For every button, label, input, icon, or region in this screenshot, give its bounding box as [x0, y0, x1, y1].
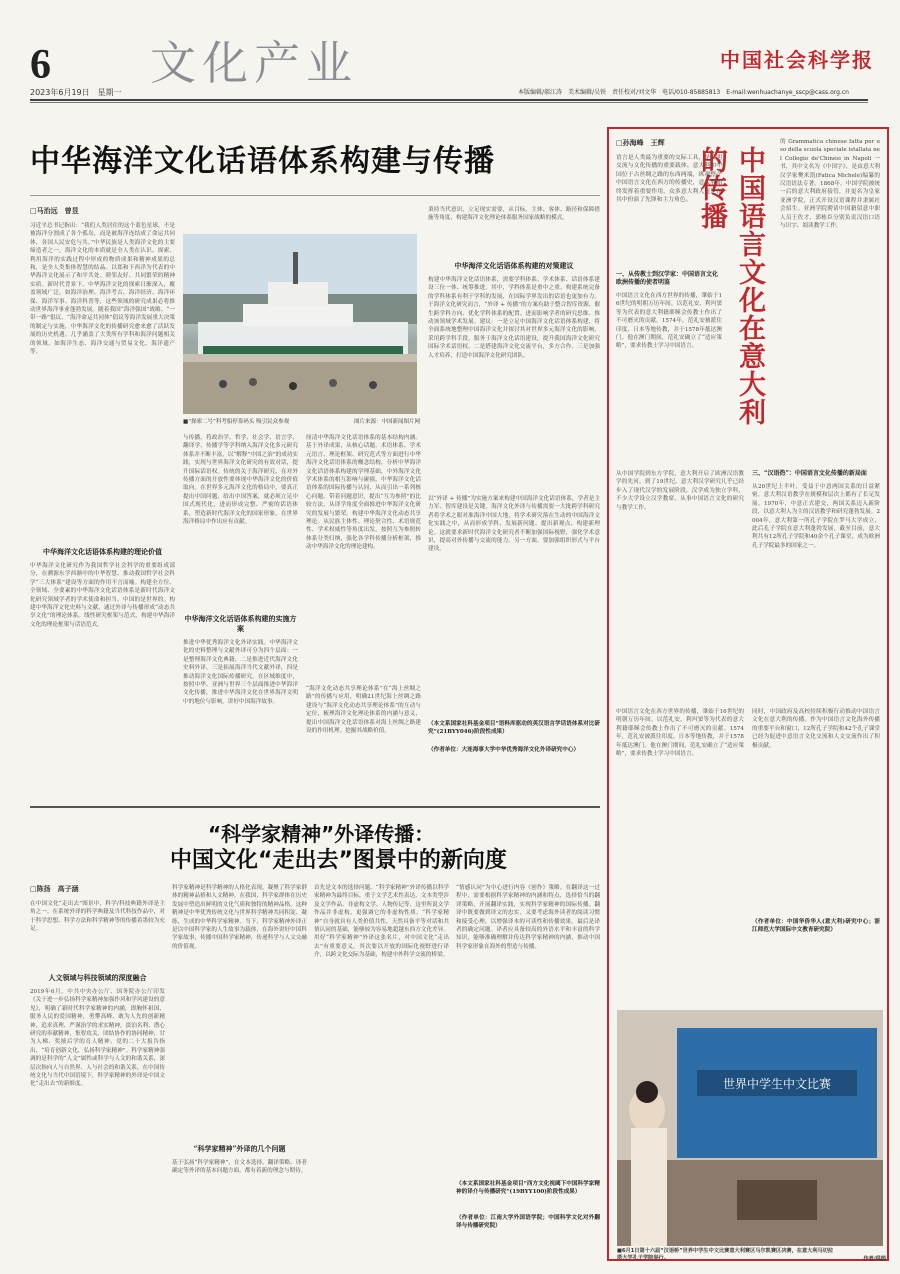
article1-byline: □马治远 曾昱: [30, 207, 79, 215]
header-rule: [30, 99, 868, 101]
article1-col2: [183, 434, 298, 809]
author-affiliation: （作者单位：江南大学外国语学院；中国科学文化对外翻译与传播研究院）: [456, 1215, 600, 1230]
article1-col4: [428, 206, 600, 764]
article1-subhead: 中华海洋文化话语体系构建的实施方案: [184, 614, 297, 633]
author-affiliation: （作者单位：中国华侨华人(意大利)研究中心；浙江师范大学国际中文教育研究院）: [752, 919, 880, 934]
fund-note: （本文系国家社科基金项目“西方文化视阈下中国科学家精神的译介与传播研究”(19BYY100)阶段性成果）: [456, 1181, 600, 1196]
article1-text: “海洋文化动态共享理论体系”在“海上丝绸之路”的传播与应用，明确21世纪海上丝绸之路建设与“海洋文化动态共享理论体系”的互动与定位，梳理海洋文化理论体系的内涵与意义，提出中国海洋文化话语体系对海上丝绸之路建设的作用机理。挖掘其战略价值。: [306, 686, 421, 735]
article1-text: 与传播，将政治学、哲学、社会学、语言学、翻译学、传播学等学科纳入海洋文化多元研究体系并不断丰富，以“解释”中国之治”的成功实践，实现与世界海洋文化研究的有效对话，提升国际话语权。传统的关于海洋研究，在对外传播方面的开放性要体现中华海洋文化的价值取向。在世界多元海洋文化的格局中，要真正提出中国问题、给出中国答案，就必须立足中国式现代化，进而形成完整、严密的话语体系，塑造新时代海洋文化的国家形象，在世界海洋格局中作出应有贡献。: [183, 435, 298, 526]
article2-text: 2019年6月，中共中央办公厅、国务院办公厅印发《关于进一步弘扬科学家精神加强作风和学风建设的意见》，明确了新时代科学家精神的内涵，即胸怀祖国、服务人民的爱国精神，勇攀高峰、敢为人先的创新精神，追求真理、严谨治学的求实精神，淡泊名利、潜心研究的奉献精神，集智攻关、团结协作的协同精神，甘为人梯、奖掖后学的育人精神。党的二十大报告指出，“培育创新文化，弘扬科学家精神”。科学家精神强调的是科学的“人文”属性或科学与人文的和谐关系，深层次指向人与自然界、人与社会的和谐关系。在中国传统文化与当代中国语境下，科学家精神的外译是中国文化“走出去”的新维度。: [30, 989, 165, 1088]
divider: [30, 806, 600, 808]
article1-text: 秉持当代意识，立足现实需要，从目标、主体、客体、路径和保障措施等角度，构建海洋文化理论体系服务国家战略的模式。: [428, 207, 600, 222]
article3-col1: [616, 138, 722, 472]
article1-col3: [306, 434, 421, 815]
article3-lower: [616, 470, 880, 968]
article1-text: 厘清中华海洋文化话语体系的基本结构内涵。基于外译成果，从核心话题、术语体系、学术元语言、理论框架、研究范式等方面进行中华海洋文化话语体系的概念结构，分析中华海洋文化话语体系构建的学理基础，中外海洋文化学术体系的相互影响与碰撞，中华海洋文化话语体系的国际传播与认同，从而引出一系列核心问题。带着问题意识，提出“互为参照”的比较方法，从译学角度全面推进中华海洋文化研究的发展与繁荣。构建中华海洋文化动态共享理论。从民族主体性、理论契合性、术语规范性、学术权威性等角度出发，按照互为参照转体系分类归纳，强化各学科传播分析框架，推动中华海洋文化的理论建构。: [306, 435, 421, 551]
article3-text: 中国语言文化在西方世界的传播，肇始于16世纪的明朝万历年间。以范礼安、利玛窦等为代表的意大利籍耶稣会传教士作出了不可磨灭的贡献。1574年，范礼安被派往印度、日本等地传教，并于1578年抵达澳门。他在澳门期间，范礼安确立了“适应策略”，要求传教士学习中国语言。: [616, 293, 722, 350]
contest-photo: [617, 1010, 883, 1246]
photo-caption: ■6月1日第十六届“汉语桥”世界中学生中文比赛意大利赛区马尔凯赛区决赛，在意大利马切拉塔大学孔子学院举行。: [617, 1248, 834, 1261]
article1-text: 构建中华海洋文化话语体系，需要学科体系、学术体系、话语体系建设三位一体、统筹推进。其中，学科体系是重中之重。构建系统完备的学科体系有利于学科的发展，在国际学界发出的话语也更加有力。于海洋文化研究而言，“外译 + 传播”的方案有助于整合智库资源、催生跨学科方向、优化学科体系的配置。进而影响学者的研究思维、推动该领域学术发展。建议：一是立足中国海洋文化话语体系构建，将全面系统地整理中国海洋文化并探讨其对世界多元海洋文化的影响，采用跨学科手段，服务于海洋文化话语建设，提升我国海洋文化研究国际学术话语权。二是搭建海洋文化交流平台，多方合作。三是加强人才培养，打造中国海洋文化研究团队。: [428, 277, 600, 359]
article2-text: 首先是文本的选择问题。“科学家精神”外译传播以科学家精神为最终目标，重于文学艺术性表达，文本类型涉及文学作品、非虚构文学、人物传记等，这里所说文学作品并非虚构，更强调它的非虚构性质。“科学家精神”自身就具有人类价值共性，天然具备平等对话和共情认同的基础，能够较为容易地超越东西方文化差异。用好“科学家精神”外译这张名片，对中国文化“走出去”有重要意义。其次要以开放的国际化视野进行译介，以跨文化交际为基础，构建中外科学交流的桥梁。: [314, 885, 449, 959]
page-number: 6: [30, 42, 51, 88]
article2-col2: [172, 884, 307, 1249]
article1-col1: [30, 206, 175, 777]
article3-text: 从20世纪上半叶，受益于中意两国关系的日益紧密，意大利汉语教学在规模和层次上都有了长足发展。1970年，中意正式建交，两国关系迈入新阶段，以意大利人为主的汉语教学和研究蓬勃发展。2004年，意大利第一所孔子学院在罗马大学成立，此后孔子学院在意大利蓬勃发展，截至目前，意大利共有12所孔子学院和40余个孔子课堂，成为欧洲孔子学院最多的国家之一。: [752, 484, 880, 549]
author-affiliation: （作者单位：大连海事大学中华优秀海洋文化外译研究中心）: [428, 747, 580, 753]
article2-text: 在中国文化“走出去”图景中，科学/科技典籍外译是主角之一。在系统外译的科学典籍及当代科技作品中，对于科学思想、科学方法和科学精神等的传播着墨较为充足。: [30, 901, 165, 933]
article3-lower-columns: [616, 470, 880, 700]
article1-subhead: 中华海洋文化话语体系构建的对策建议: [454, 261, 574, 270]
divider: [30, 195, 600, 196]
article2-text: “情感认同”为中心进行内容《创作》策略。在翻译这一过程中，需要根据科学家精神的内涵和特点，选择恰当的翻译策略，开展翻译实践，实现科学家精神的国际传播。翻译中既要做到译文的忠实，又要考虑海外读者的阅读习惯和接受心理，以增强译本的可读性和传播效果。最后是译者的确定问题。译者应具备较高的外语水平和丰富的科学知识，能够准确理解并传达科学家精神的内涵，推动中国科学家形象在海外的塑造与传播。: [456, 885, 600, 950]
article2-subheadline: 中国文化“走出去”图景中的新向度: [170, 848, 507, 873]
article2-col4: [456, 884, 600, 1240]
issue-date: 2023年6月19日 星期一: [30, 88, 122, 97]
photo-credit: 作者/供图: [863, 1256, 886, 1262]
article3-text: 从中国学院到东方学院，意大利开启了欧洲汉语教学的先河。到了19世纪，意大利汉学研究几乎已经步入了现代汉学的发展阶段，汉学成为独立学科，不少大学设立汉学教席，从事中国语言文化的研究与教学工作。: [616, 471, 744, 511]
article2-col3: [314, 884, 449, 1254]
header-rule-thin: [30, 102, 868, 103]
article3-subhead: 三、“汉语热”：中国语言文化传播的新局面: [752, 470, 867, 477]
article1-headline: 中华海洋文化话语体系构建与传播: [30, 144, 495, 179]
article2-subhead: “科学家精神”外译的几个问题: [193, 1144, 286, 1153]
article1-text: 中华海洋文化研究作为我国哲学社会科学的重要组成部分，在溯源东学西渐中的中华智慧、推动我国哲学社会科学“三大体系”建设等方面的作用不言而喻。构建全方位、全领域、全要素的中华海洋文化话语体系是新时代海洋文化研究领域学者的学术使命和担当。中国的是世界的。构建中华海洋文化史料与文献，通过外译与传播形成“动态共享文化”的理论体系。线性研究框架与范式，构建中华海洋文化的理论框架与话语范式。: [30, 563, 175, 628]
article2-headline: “科学家精神”外译传播：: [208, 822, 435, 846]
section-title: 文化产业: [150, 36, 358, 90]
article3-col5: [616, 708, 744, 968]
article3-text: 语言是人类最为重要的交际工具，是文明交流与文化传播的重要载体。意大利和中国位于古丝绸之路的东西两端，纵观整个中国语言文化在西方的传播史，意大利始终发挥着重要作用，众多意大利人更是在其中扮演了先锋和主力角色。: [616, 155, 722, 204]
article2-subhead: 人文领域与科技领域的深度融合: [48, 973, 147, 982]
staff-info: 本版编辑/郝江涛 美术编辑/吴铁 责任校对/刘文华 电话/010-85885813 E-mail:wenhuachanye_sscp@cass.org.cn: [518, 89, 849, 96]
article2-byline: □陈扬 高子涵: [30, 885, 79, 893]
article3-subhead: 一、从传教士到汉学家：中国语言文化欧洲传播的使者明鉴: [616, 271, 719, 286]
photo-credit: 图片来源：中国新闻图片网: [353, 419, 420, 425]
article3-col4: [752, 470, 880, 700]
article1-text: 推进中华优秀海洋文化外译实践。中华海洋文化的史料整理与文献外译可分为四个层面：一是整理海洋文化典籍，二是推进近代海洋文化史料外译，三是拓展海洋当代文献外译，四是推动海洋文化国际传播研究。在区域维度中，按照中华、亚洲与世界三个层面推进中华海洋文化传播，推进中华海洋文化在世界海洋文明中的地位与影响，讲好中国海洋故事。: [183, 640, 298, 705]
article2-col1: [30, 884, 165, 1233]
article3-col2: [780, 138, 880, 388]
article3-text: 中国语言文化在西方世界的传播，肇始于16世纪的明朝万历年间。以范礼安、利玛窦等为代表的意大利籍耶稣会传教士作出了不可磨灭的贡献。1574年，范礼安被派往印度、日本等地传教，并于1578年抵达澳门。他在澳门期间，范礼安确立了“适应策略”，要求传教士学习中国语言。: [616, 709, 744, 758]
article2-text: 科学家精神是科学精神的人格化表现，凝聚了科学家群体的精神品格和人文精神。在我国，科学家群体在历史发展中塑造出鲜明的文化气质和独特的精神品格，这种精神是中华优秀传统文化与世界科学精神共同积淀、凝练，生成的中华科学家精神。当下，科学家精神外译正是以中国科学家的人生故事为载体，在海外讲好中国科学家故事，传播中国科学家精神，传递科学与人文交融的价值观。: [172, 885, 307, 950]
article3-lower-columns: [616, 708, 880, 968]
article3-text: 的 Grammatica chinese fatta per uso della scuola speciale istallata nel Collegio de'Chinesi in Napoli 一书，其中文名为《中国字》，是由意大利汉学家樊米凯(Fatica Michele)编纂的汉语语法专著。1868年，中国学院被统一后的意大利政府接管，并更名为皇家亚洲学院，正式开设汉语课程并隶属社会招生。亚洲学院聘请中国籍留意中职人员王佐才、郭栋臣分别负责汉语口语与识字、阅读教学工作。: [780, 139, 880, 230]
article3-text: 同时，中国政府及高校持续积极行动推动中国语言文化在意大利的传播。作为中国语言文化海外传播的重要平台和窗口，12所孔子学院和42个孔子课堂已经为促进中意语言文化交流和人文交流作出了积极贡献。: [752, 709, 880, 749]
article3-col3: [616, 470, 744, 700]
photo-caption: ■“探索二号”科考船停靠码头 吸引民众参观: [183, 419, 290, 425]
fund-note: （本文系国家社科基金项目“语料库驱动的英汉语言学话语体系对比研究”(21BYY046)阶段性成果）: [428, 721, 600, 736]
article2-text: 基于弘扬“科学家精神”，在文本选择、翻译策略、译者确定等外译的基本问题方面，都有着新的理念与期待。: [172, 1160, 307, 1175]
article3-col6: [752, 708, 880, 968]
ship-photo: [183, 234, 417, 414]
article1-text: 以“外译 + 传播”为实施方案来构建中国海洋文化话语体系，学者是主力军、智库建设是关键。海洋文化外译与传播需要一大批跨学科研究者将学术之眼对准海洋中国大地，将学术研究落在生动的中国海洋文化实践之中，从而形成学科、发展新问题、提出新观点、构建新理论。这就要求新时代海洋文化研究者不断加强国际视野，强化学术意识，提高对外传播与交流的能力。另一方面，要加强组织形式与平台建设。: [428, 496, 600, 553]
banner-text: 世界中学生中文比赛: [722, 1077, 832, 1091]
article3-byline: □孙海峰 王辉: [616, 139, 665, 147]
article1-text: 习近平总书记指出：“我们人类居住的这个蓝色星球，不是被海洋分割成了各个孤岛，而是被海洋连结成了命运共同体，各国人民安危与共。”中华民族是人类海洋文化的主要缔造者之一，海洋文化的本质就是全人类在认识、探索、利用海洋的实践过程中形成的物质成果和精神成果的总和，是全人类集体智慧的结晶。以郑和下西洋为代表的中华海洋文化展示了和平共处、睦邻友好、共同繁荣的精神实质。新时代背景下，中华海洋文化的探索日渐深入，覆盖领域广泛，如海洋治理、海洋考古、海洋经济、海洋环保、海洋军事、海洋科普等，这些领域的研究成果必将推动世界海洋事业蓬勃发展。随着我国“海洋强国”战略、“一带一路”倡议、“海洋命运共同体”倡议等海洋发展重大决策的制定与实施，中华海洋文化的传播研究愈来愈了活跃发展的历史机遇。几乎涵盖了大类所有学科和海洋问题相关的领域，如海洋生态、海洋交通与贸易文化、海洋遗产等。: [30, 223, 175, 356]
article3-title: 中国语言文化在意大利的传播: [696, 146, 765, 426]
article1-subhead: 中华海洋文化话语体系构建的理论价值: [43, 547, 162, 556]
newspaper-name: 中国社会科学报: [720, 48, 874, 72]
